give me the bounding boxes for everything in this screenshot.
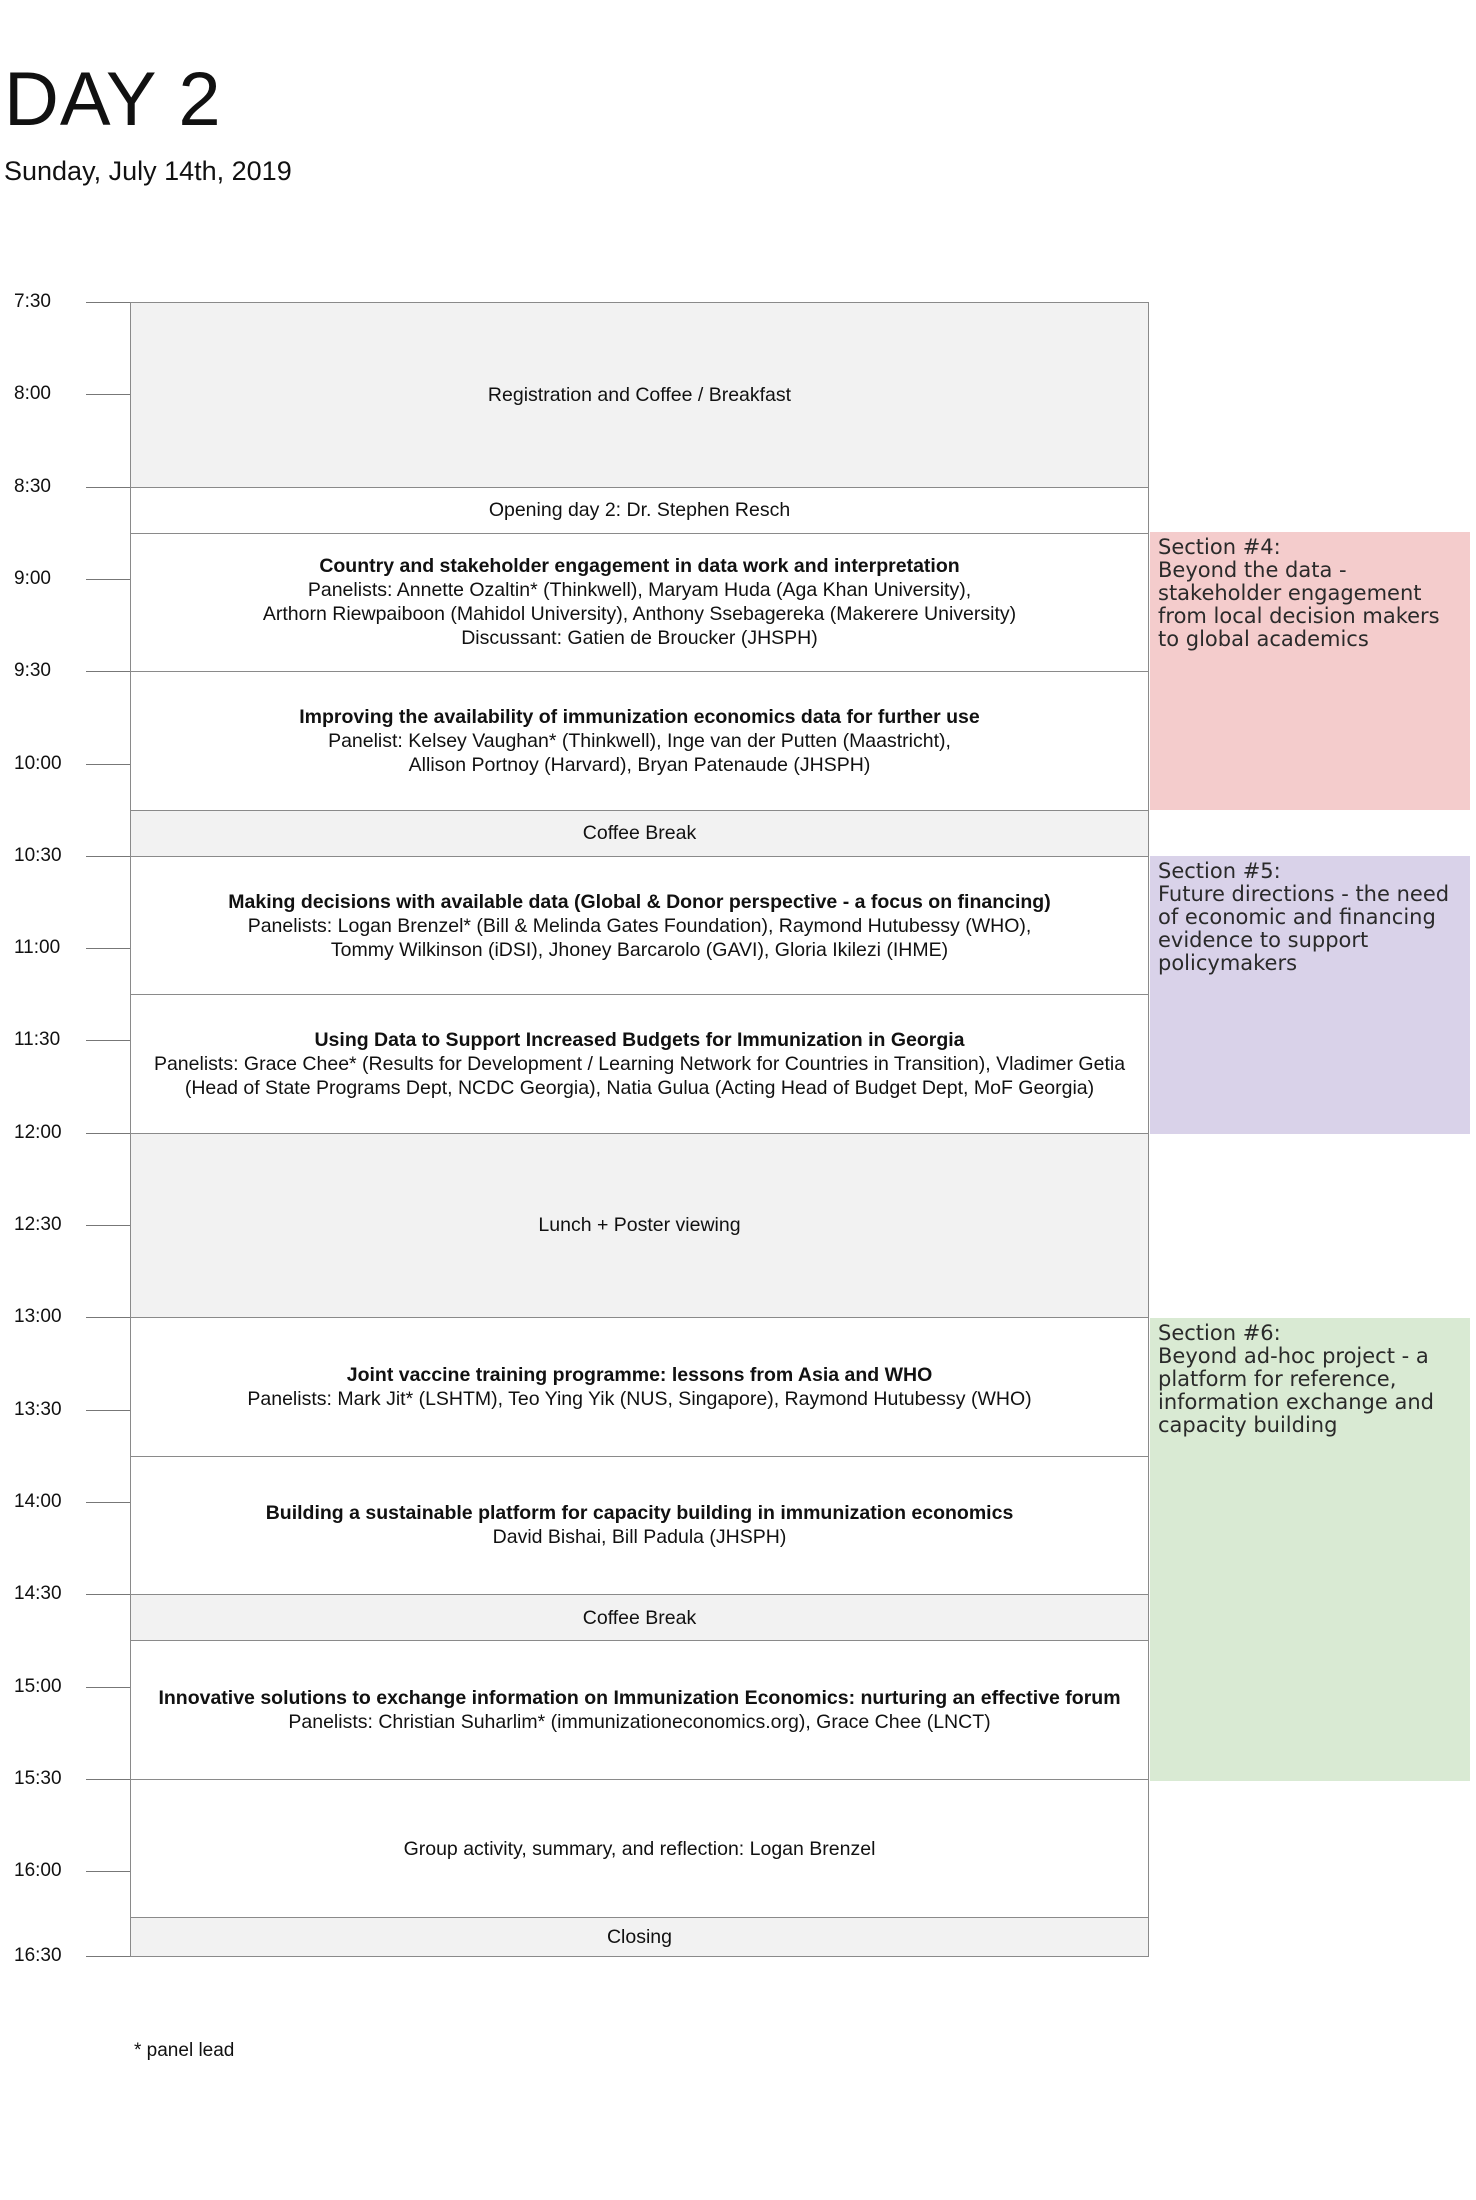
time-tick <box>86 764 130 765</box>
section-label: Section #4: <box>1158 535 1281 559</box>
time-label: 12:00 <box>14 1121 62 1143</box>
session-country-engagement <box>130 533 1149 672</box>
lunch-block <box>130 1133 1149 1319</box>
time-tick <box>86 1133 130 1134</box>
section-description: Beyond the data - stakeholder engagement from local decision makers to global academics <box>1158 558 1440 651</box>
time-tick <box>86 1779 130 1780</box>
time-label: 15:00 <box>14 1675 62 1697</box>
session-detail: Panelists: Logan Brenzel* (Bill & Melinda Gates Foundation), Raymond Hutubessy (WHO), <box>247 914 1032 937</box>
session-detail: Registration and Coffee / Breakfast <box>487 383 792 406</box>
time-tick <box>86 948 130 949</box>
coffee-break-block <box>130 810 1149 857</box>
section-description: Beyond ad-hoc project - a platform for reference, information exchange and capacity building <box>1158 1344 1434 1437</box>
session-title: Country and stakeholder engagement in data work and interpretation <box>319 555 960 578</box>
session-detail: Panelists: Mark Jit* (LSHTM), Teo Ying Yik (NUS, Singapore), Raymond Hutubessy (WHO) <box>247 1388 1032 1411</box>
session-detail: Panelists: Grace Chee* (Results for Development / Learning Network for Countries in Transition), Vladimer Getia (Head of State Programs Dept, NCDC Georgia), Natia Gulua (Acting Head of Budget Dept, MoF Georgia) <box>153 1052 1126 1099</box>
time-label: 13:30 <box>14 1398 62 1420</box>
time-label: 15:30 <box>14 1767 62 1789</box>
time-tick <box>86 856 130 857</box>
session-detail: Panelists: Christian Suharlim* (immunizationeconomics.org), Grace Chee (LNCT) <box>288 1711 991 1734</box>
session-decisions-financing <box>130 856 1149 995</box>
time-label: 8:30 <box>14 475 51 497</box>
time-label: 16:30 <box>14 1945 62 1966</box>
section-label: Section #6: <box>1158 1321 1281 1345</box>
time-tick <box>86 487 130 488</box>
session-georgia-budgets <box>130 994 1149 1133</box>
time-tick <box>86 394 130 395</box>
time-axis <box>0 0 130 2200</box>
schedule-grid <box>130 300 1149 1960</box>
page-date: Sunday, July 14th, 2019 <box>4 156 292 186</box>
session-data-availability <box>130 671 1149 810</box>
session-detail: Coffee Break <box>582 822 697 845</box>
session-title: Making decisions with available data (Global & Donor perspective - a focus on financing) <box>228 890 1051 913</box>
footnote: * panel lead <box>134 2040 235 2061</box>
session-title: Using Data to Support Increased Budgets for Immunization in Georgia <box>314 1028 965 1051</box>
session-detail: Lunch + Poster viewing <box>538 1214 741 1237</box>
time-label: 16:00 <box>14 1860 62 1882</box>
time-label: 14:00 <box>14 1490 62 1512</box>
closing-block <box>130 1917 1149 1957</box>
session-vaccine-training <box>130 1317 1149 1456</box>
time-tick <box>86 302 130 303</box>
registration-block <box>130 302 1149 488</box>
session-detail: David Bishai, Bill Padula (JHSPH) <box>492 1526 787 1549</box>
group-activity-block <box>130 1779 1149 1918</box>
session-title: Building a sustainable platform for capacity building in immunization economics <box>265 1502 1014 1525</box>
section-5-band <box>1150 856 1470 1134</box>
section-label: Section #5: <box>1158 859 1281 883</box>
session-detail: Panelist: Kelsey Vaughan* (Thinkwell), Inge van der Putten (Maastricht), <box>328 729 951 752</box>
session-title: Innovative solutions to exchange information on Immunization Economics: nurturing an effective forum <box>158 1687 1121 1710</box>
time-label: 9:30 <box>14 660 51 682</box>
time-label: 11:00 <box>14 937 61 959</box>
session-detail: Opening day 2: Dr. Stephen Resch <box>488 499 791 522</box>
time-tick <box>86 1225 130 1226</box>
time-tick <box>86 1410 130 1411</box>
session-detail: Closing <box>606 1926 673 1949</box>
session-title: Joint vaccine training programme: lessons from Asia and WHO <box>346 1364 933 1387</box>
time-label: 9:00 <box>14 567 51 589</box>
time-label: 13:00 <box>14 1306 62 1328</box>
time-tick <box>86 1040 130 1041</box>
time-label: 8:00 <box>14 383 51 405</box>
time-label: 7:30 <box>14 291 51 312</box>
time-tick <box>86 671 130 672</box>
session-detail: Coffee Break <box>582 1606 697 1629</box>
session-detail: Allison Portnoy (Harvard), Bryan Patenaude (JHSPH) <box>408 753 871 776</box>
page-title: DAY 2 <box>4 57 222 142</box>
time-tick <box>86 579 130 580</box>
session-detail: Group activity, summary, and reflection: Logan Brenzel <box>403 1837 876 1860</box>
session-detail: Tommy Wilkinson (iDSI), Jhoney Barcarolo (GAVI), Gloria Ikilezi (IHME) <box>330 938 949 961</box>
session-capacity-platform <box>130 1456 1149 1595</box>
time-label: 11:30 <box>14 1029 61 1051</box>
section-6-band <box>1150 1318 1470 1781</box>
time-tick <box>86 1594 130 1595</box>
time-label: 10:30 <box>14 844 62 866</box>
session-detail: Discussant: Gatien de Broucker (JHSPH) <box>461 627 818 650</box>
time-label: 10:00 <box>14 752 62 774</box>
time-tick <box>86 1502 130 1503</box>
session-detail: Arthorn Riewpaiboon (Mahidol University), Anthony Ssebagereka (Makerere University) <box>262 603 1017 626</box>
section-description: Future directions - the need of economic and financing evidence to support policymakers <box>1158 882 1450 975</box>
time-tick <box>86 1871 130 1872</box>
time-tick <box>86 1956 130 1957</box>
time-tick <box>86 1317 130 1318</box>
session-title: Improving the availability of immunization economics data for further use <box>299 705 980 728</box>
time-tick <box>86 1687 130 1688</box>
time-label: 14:30 <box>14 1583 62 1605</box>
opening-block <box>130 487 1149 534</box>
session-information-exchange <box>130 1640 1149 1779</box>
section-4-band <box>1150 532 1470 810</box>
coffee-break-block <box>130 1594 1149 1641</box>
session-detail: Panelists: Annette Ozaltin* (Thinkwell), Maryam Huda (Aga Khan University), <box>307 579 972 602</box>
time-label: 12:30 <box>14 1214 62 1235</box>
